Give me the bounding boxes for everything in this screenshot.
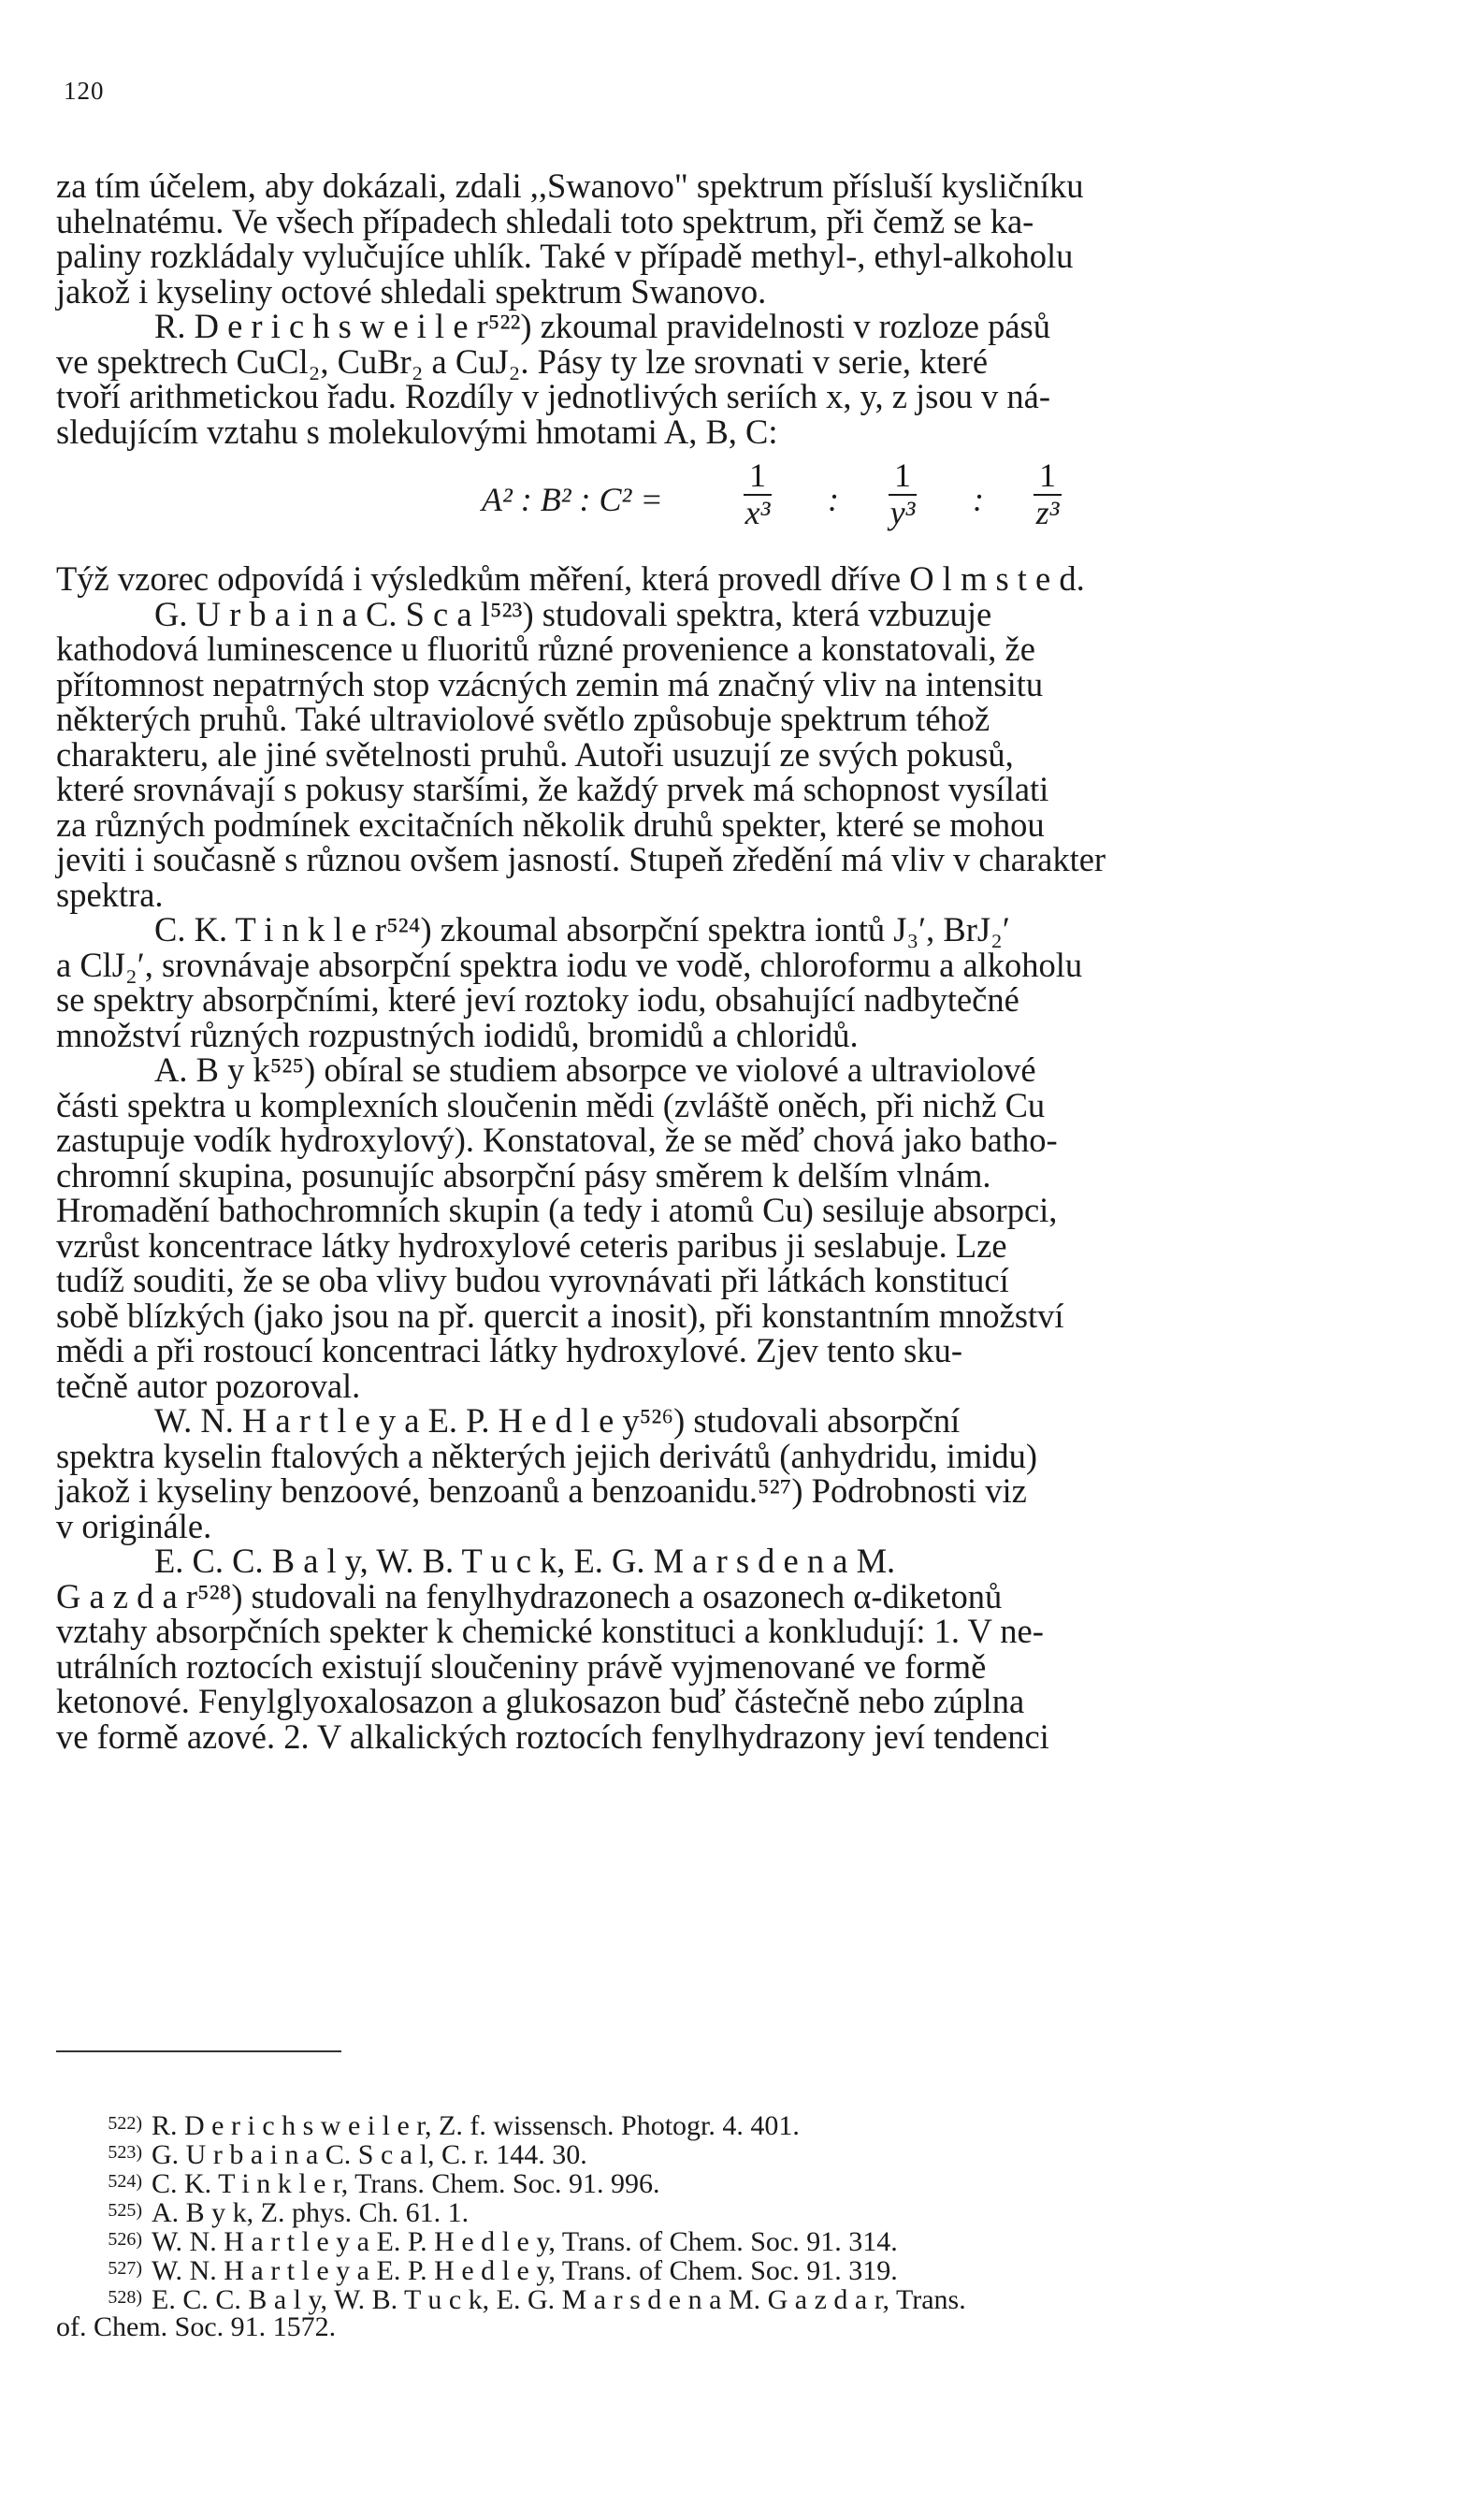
text-line: některých pruhů. Také ultraviolové světlo způsobuje spektrum téhož bbox=[56, 700, 990, 738]
footnote-continuation: of. Chem. Soc. 91. 1572. bbox=[56, 2311, 337, 2342]
formula-fraction-y: $\frac{1}{\text{y³}}$ bbox=[889, 456, 916, 531]
text-line: tečně autor pozoroval. bbox=[56, 1366, 361, 1405]
footnote: 522) R. D e r i c h s w e i l e r, Z. f. wissensch. Photogr. 4. 401. bbox=[108, 2110, 800, 2141]
text-line: sobě blízkých (jako jsou na př. quercit a inosit), při konstantním množství bbox=[56, 1296, 1064, 1335]
text-line: G a z d a r⁵²⁸) studovali na fenylhydrazonech a osazonech α-diketonů bbox=[56, 1576, 1003, 1615]
footnote: 528) E. C. C. B a l y, W. B. T u c k, E. G. M a r s d e n a M. G a z d a r, Trans. bbox=[108, 2284, 966, 2315]
text-line: které srovnávají s pokusy staršími, že každý prvek má schopnost vysílati bbox=[56, 770, 1049, 808]
text-line: vzrůst koncentrace látky hydroxylové ceteris paribus ji seslabuje. Lze bbox=[56, 1225, 1007, 1265]
footnote: 524) C. K. T i n k l e r, Trans. Chem. Soc. 91. 996. bbox=[108, 2168, 660, 2199]
footnote: 527) W. N. H a r t l e y a E. P. H e d l e y, Trans. of Chem. Soc. 91. 319. bbox=[108, 2255, 898, 2286]
text-line: W. N. H a r t l e y a E. P. H e d l e y⁵²⁶) studovali absorpční bbox=[154, 1401, 961, 1440]
text-line: C. K. T i n k l e r⁵²⁴) zkoumal absorpční spektra iontů J₃′, BrJ₂′ bbox=[154, 910, 1010, 949]
text-line: G. U r b a i n a C. S c a l⁵²³) studovali spektra, která vzbuzuje bbox=[154, 594, 992, 633]
formula-colon: : bbox=[828, 481, 839, 518]
text-line: jakož i kyseliny benzoové, benzoanů a benzoanidu.⁵²⁷) Podrobnosti viz bbox=[56, 1471, 1027, 1510]
footnotes bbox=[56, 2109, 1412, 2341]
text-line: Hromadění bathochromních skupin (a tedy i atomů Cu) sesiluje absorpci, bbox=[56, 1191, 1058, 1229]
formula bbox=[56, 449, 1412, 561]
text-line: části spektra u komplexních sloučenin mědi (zvláště oněch, při nichž Cu bbox=[56, 1085, 1046, 1124]
text-line: jakož i kyseliny octové shledali spektrum Swanovo. bbox=[56, 271, 767, 311]
text-line: množství různých rozpustných iodidů, bromidů a chloridů. bbox=[56, 1015, 859, 1054]
text-line: utrálních roztocích existují sloučeniny právě vyjmenované ve formě bbox=[56, 1646, 987, 1686]
formula-colon: : bbox=[973, 481, 984, 518]
text-line: za různých podmínek excitačních několik druhů spekter, které se mohou bbox=[56, 804, 1045, 844]
text-line: kathodová luminescence u fluoritů různé provenience a konstatovali, že bbox=[56, 630, 1035, 668]
text-line: E. C. C. B a l y, W. B. T u c k, E. G. M a r s d e n a M. bbox=[154, 1542, 896, 1580]
page-number: 120 bbox=[64, 77, 105, 105]
text-line: za tím účelem, aby dokázali, zdali ,,Swanovo" spektrum přísluší kysličníku bbox=[56, 167, 1084, 205]
text-line: paliny rozkládaly vylučujíce uhlík. Také v případě methyl-, ethyl-alkoholu bbox=[56, 237, 1074, 275]
text-line: A. B y k⁵²⁵) obíral se studiem absorpce ve violové a ultraviolové bbox=[154, 1050, 1036, 1089]
text-line: tvoří arithmetickou řadu. Rozdíly v jednotlivých seriích x, y, z jsou v ná- bbox=[56, 377, 1050, 415]
text-line: jeviti i současně s různou ovšem jasností. Stupeň zředění má vliv v charakter bbox=[56, 840, 1106, 878]
text-line: mědi a při rostoucí koncentraci látky hydroxylové. Zjev tento sku- bbox=[56, 1331, 963, 1369]
formula-lhs: A² : B² : C² = bbox=[482, 481, 663, 518]
text-line: a ClJ₂′, srovnávaje absorpční spektra iodu ve vodě, chloroformu a alkoholu bbox=[56, 945, 1083, 984]
text-line: charakteru, ale jiné světelnosti pruhů. Autoři usuzují ze svých pokusů, bbox=[56, 734, 1014, 774]
footnote: 523) G. U r b a i n a C. S c a l, C. r. 144. 30. bbox=[108, 2139, 587, 2170]
footnote: 525) A. B y k, Z. phys. Ch. 61. 1. bbox=[108, 2197, 470, 2228]
text-line: uhelnatému. Ve všech případech shledali toto spektrum, při čemž se ka- bbox=[56, 201, 1034, 240]
text-line: ketonové. Fenylglyoxalosazon a glukosazon buď částečně nebo zúplna bbox=[56, 1682, 1025, 1720]
text-line: Týž vzorec odpovídá i výsledkům měření, která provedl dříve O l m s t e d. bbox=[56, 559, 1085, 598]
text-line: ve formě azové. 2. V alkalických roztocích fenylhydrazony jeví tendenci bbox=[56, 1716, 1049, 1756]
formula-fraction-z: $\frac{1}{\text{z³}}$ bbox=[1034, 458, 1062, 530]
text-line: přítomnost nepatrných stop vzácných zemin má značný vliv na intensitu bbox=[56, 664, 1044, 703]
text-line: sledujícím vztahu s molekulovými hmotami A, B, C: bbox=[56, 412, 778, 451]
body-text bbox=[56, 168, 1412, 1754]
text-line: chromní skupina, posunujíc absorpční pásy směrem k delším vlnám. bbox=[56, 1155, 991, 1195]
text-line: R. D e r i c h s w e i l e r⁵²²) zkoumal pravidelnosti v rozloze pásů bbox=[154, 307, 1051, 345]
text-line: vztahy absorpčních spekter k chemické konstituci a konkludují: 1. V ne- bbox=[56, 1612, 1044, 1650]
footnote-divider bbox=[56, 2050, 341, 2052]
formula-fraction-x: $\frac{1}{\text{x³}}$ bbox=[744, 456, 771, 531]
text-line: v originále. bbox=[56, 1506, 212, 1545]
text-line: se spektry absorpčními, které jeví roztoky iodu, obsahující nadbytečné bbox=[56, 980, 1019, 1019]
text-line: tudíž souditi, že se oba vlivy budou vyrovnávati při látkách konstitucí bbox=[56, 1261, 1009, 1299]
text-line: zastupuje vodík hydroxylový). Konstatoval, že se měď chová jako batho- bbox=[56, 1121, 1058, 1159]
text-line: spektra kyselin ftalových a některých jejich derivátů (anhydridu, imidu) bbox=[56, 1436, 1038, 1475]
text-line: ve spektrech CuCl₂, CuBr₂ a CuJ₂. Pásy ty lze srovnati v serie, které bbox=[56, 341, 989, 381]
text-line: spektra. bbox=[56, 875, 164, 914]
footnote: 526) W. N. H a r t l e y a E. P. H e d l e y, Trans. of Chem. Soc. 91. 314. bbox=[108, 2226, 898, 2257]
